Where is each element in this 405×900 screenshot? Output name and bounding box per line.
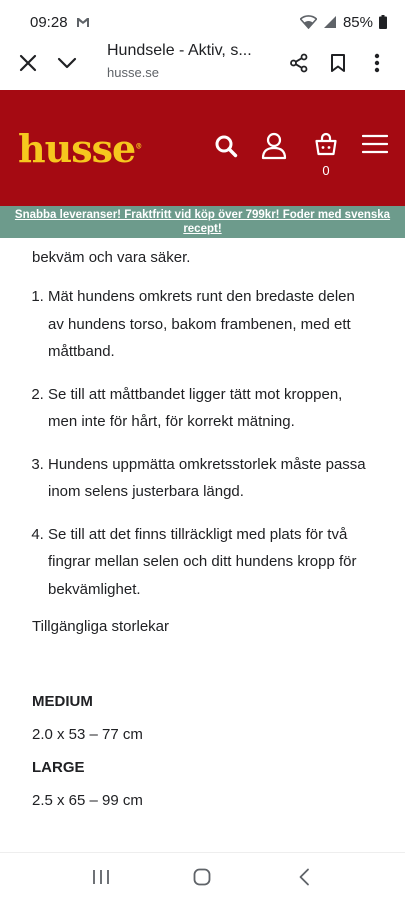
share-icon: [289, 53, 309, 73]
back-button[interactable]: [280, 857, 328, 897]
back-icon: [298, 868, 310, 886]
page-title: Hundsele - Aktiv, s...: [107, 42, 252, 59]
available-sizes-label: Tillgängliga storlekar: [32, 618, 170, 635]
husse-logo[interactable]: [18, 126, 141, 171]
list-item: 3. Hundens uppmätta omkretsstorlek måste passa inom selens justerbara längd.: [48, 451, 373, 506]
tab-title-area[interactable]: [107, 42, 267, 80]
size-name-large: LARGE: [32, 759, 85, 776]
home-icon: [193, 868, 211, 886]
recents-button[interactable]: [77, 857, 125, 897]
close-tab-button[interactable]: [8, 43, 48, 83]
home-button[interactable]: [178, 857, 226, 897]
logo-registered-mark: ®: [135, 141, 142, 151]
more-vert-icon: [374, 53, 380, 73]
signal-icon: [323, 15, 337, 29]
search-icon: [214, 134, 238, 158]
measurement-steps: [32, 283, 373, 603]
page-url: husse.se: [107, 65, 160, 80]
more-options-button[interactable]: [357, 43, 397, 83]
system-nav-bar: [0, 852, 405, 900]
announcement-bar: [0, 206, 405, 238]
list-item: 1. Mät hundens omkrets runt den bredaste delen av hundens torso, bakom frambenen, med ett måttband.: [48, 283, 373, 366]
site-header: [0, 90, 405, 206]
expand-button[interactable]: [47, 43, 87, 83]
menu-button[interactable]: [362, 134, 388, 159]
cart-count: 0: [322, 163, 330, 178]
account-icon: [261, 132, 287, 160]
intro-text: bekväm och vara säker.: [32, 249, 191, 266]
logo-text: husse: [18, 126, 136, 171]
announcement-link[interactable]: Snabba leveranser! Fraktfritt vid köp över 799kr! Foder med svenska recept!: [14, 209, 391, 235]
cart-button[interactable]: [308, 132, 344, 178]
recents-icon: [92, 869, 110, 885]
search-button[interactable]: [214, 134, 238, 163]
wifi-icon: [300, 15, 317, 29]
list-item: 2. Se till att måttbandet ligger tätt mot kroppen, men inte för hårt, för korrekt mätning.: [48, 381, 373, 436]
browser-toolbar: [0, 36, 405, 90]
size-name-medium: MEDIUM: [32, 693, 93, 710]
battery-icon: [379, 15, 387, 29]
share-button[interactable]: [279, 43, 319, 83]
size-dimensions-large: 2.5 x 65 – 99 cm: [32, 792, 143, 809]
bookmark-button[interactable]: [318, 43, 358, 83]
account-button[interactable]: [261, 132, 287, 165]
chevron-down-icon: [57, 57, 77, 69]
battery-percent: 85%: [342, 13, 373, 31]
bookmark-icon: [330, 53, 346, 73]
list-item: 4. Se till att det finns tillräckligt med plats för två fingrar mellan selen och ditt hundens kropp för bekvämlighet.: [48, 521, 373, 604]
cart-icon: [314, 132, 338, 156]
gmail-icon: [76, 17, 90, 28]
status-time: 09:28: [30, 13, 68, 31]
main-content: [0, 240, 405, 809]
close-icon: [19, 54, 37, 72]
size-dimensions-medium: 2.0 x 53 – 77 cm: [32, 726, 143, 743]
menu-icon: [362, 134, 388, 154]
